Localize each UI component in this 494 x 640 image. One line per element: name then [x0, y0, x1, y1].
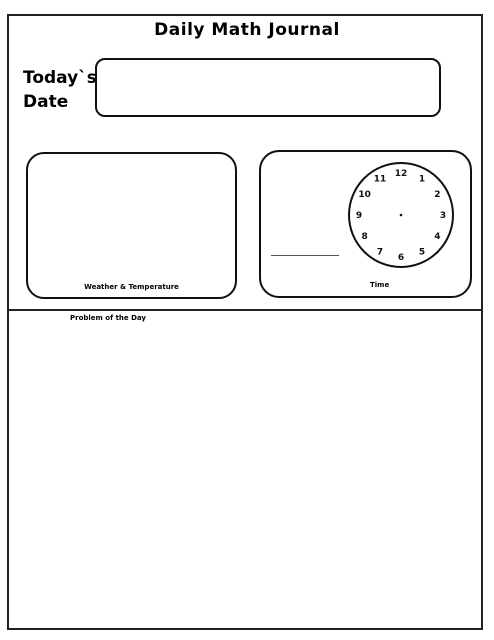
time-box[interactable]	[259, 150, 472, 298]
clock-number-7: 7	[376, 247, 384, 258]
clock-number-3: 3	[439, 211, 447, 221]
clock-face	[345, 159, 457, 271]
clock-number-4: 4	[434, 232, 441, 242]
page-title: Daily Math Journal	[154, 20, 340, 40]
date-label-line1: Today`s	[23, 68, 97, 88]
date-entry-box[interactable]	[95, 58, 441, 117]
clock-number-9: 9	[355, 211, 363, 221]
clock-number-11: 11	[373, 174, 387, 185]
clock-number-5: 5	[418, 247, 426, 258]
weather-box[interactable]	[26, 152, 237, 299]
date-label-line2: Date	[23, 92, 69, 112]
time-write-line[interactable]	[271, 255, 339, 256]
problem-label: Problem of the Day	[70, 314, 146, 322]
clock-number-8: 8	[361, 232, 368, 242]
clock-number-2: 2	[434, 190, 441, 200]
time-label: Time	[370, 281, 390, 289]
date-label	[23, 66, 97, 114]
clock-center-dot	[400, 214, 403, 217]
clock-number-1: 1	[418, 174, 426, 185]
clock-number-6: 6	[397, 253, 405, 263]
clock-number-12: 12	[394, 169, 408, 179]
clock-number-10: 10	[358, 190, 371, 200]
section-divider	[9, 309, 481, 311]
weather-label: Weather & Temperature	[84, 283, 179, 291]
